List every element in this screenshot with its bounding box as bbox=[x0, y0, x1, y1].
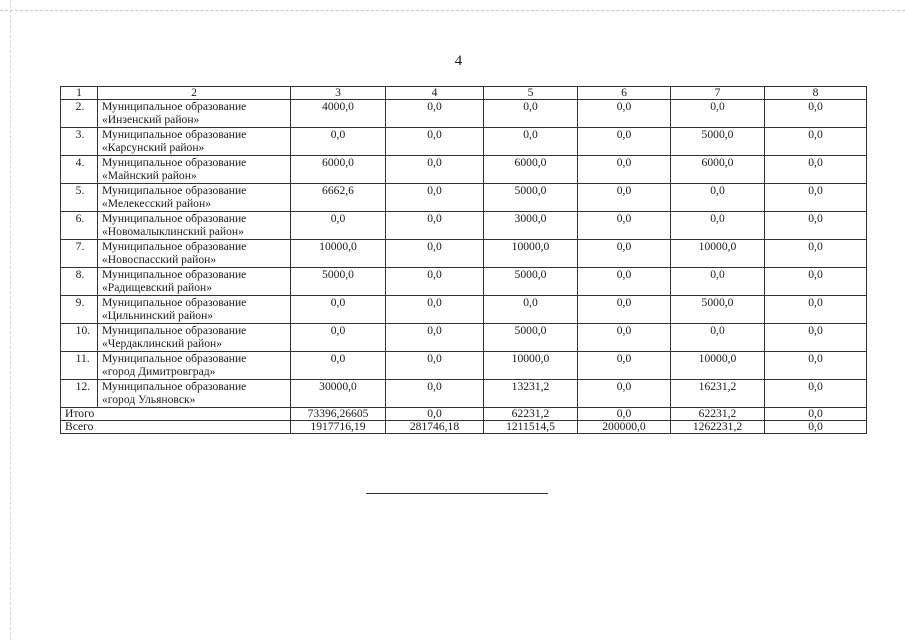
amount-c4: 0,0 bbox=[386, 184, 484, 212]
municipality-type: Муниципальное образование bbox=[102, 352, 247, 365]
amount-c3: 0,0 bbox=[291, 296, 386, 324]
municipality-name: «Радищевский район» bbox=[102, 281, 213, 294]
amount-c3: 0,0 bbox=[291, 324, 386, 352]
row-number: 7. bbox=[75, 240, 85, 253]
municipality-name: «Новомалыклинский район» bbox=[102, 225, 244, 238]
amount-c8: 0,0 bbox=[765, 296, 867, 324]
amount-c8: 0,0 bbox=[765, 380, 867, 408]
total-amount-c3: 1917716,19 bbox=[291, 421, 386, 434]
amount-c3: 6662,6 bbox=[291, 184, 386, 212]
total-amount-c3: 73396,26605 bbox=[291, 408, 386, 421]
amount-c8: 0,0 bbox=[765, 100, 867, 128]
amount-c6: 0,0 bbox=[578, 128, 671, 156]
table-row bbox=[61, 268, 867, 296]
municipality-type: Муниципальное образование bbox=[102, 212, 247, 225]
column-header-8: 8 bbox=[765, 87, 867, 100]
amount-c6: 0,0 bbox=[578, 156, 671, 184]
amount-c5: 6000,0 bbox=[484, 156, 578, 184]
amount-c6: 0,0 bbox=[578, 240, 671, 268]
row-number: 6. bbox=[75, 212, 85, 225]
row-number: 3. bbox=[75, 128, 85, 141]
municipality-name-cell bbox=[98, 324, 291, 352]
municipality-name: «Новоспасский район» bbox=[102, 253, 217, 266]
amount-c6: 0,0 bbox=[578, 380, 671, 408]
municipality-type: Муниципальное образование bbox=[102, 240, 247, 253]
amount-c8: 0,0 bbox=[765, 184, 867, 212]
column-header-4: 4 bbox=[386, 87, 484, 100]
municipality-name: «город Ульяновск» bbox=[102, 393, 196, 406]
row-number-cell bbox=[61, 100, 98, 128]
amount-c4: 0,0 bbox=[386, 156, 484, 184]
table-row bbox=[61, 184, 867, 212]
table-row bbox=[61, 156, 867, 184]
municipality-name-cell bbox=[98, 380, 291, 408]
amount-c8: 0,0 bbox=[765, 352, 867, 380]
amount-c5: 5000,0 bbox=[484, 268, 578, 296]
row-number-cell bbox=[61, 184, 98, 212]
row-number-cell bbox=[61, 296, 98, 324]
amount-c6: 0,0 bbox=[578, 352, 671, 380]
total-amount-c4: 0,0 bbox=[386, 408, 484, 421]
amount-c7: 5000,0 bbox=[671, 128, 765, 156]
amount-c5: 10000,0 bbox=[484, 240, 578, 268]
amount-c3: 4000,0 bbox=[291, 100, 386, 128]
municipality-type: Муниципальное образование bbox=[102, 128, 247, 141]
table-row bbox=[61, 324, 867, 352]
amount-c7: 5000,0 bbox=[671, 296, 765, 324]
row-number: 11. bbox=[75, 352, 90, 365]
amount-c8: 0,0 bbox=[765, 268, 867, 296]
row-number: 8. bbox=[75, 268, 85, 281]
amount-c6: 0,0 bbox=[578, 184, 671, 212]
amount-c4: 0,0 bbox=[386, 128, 484, 156]
total-row bbox=[61, 408, 867, 421]
amount-c5: 0,0 bbox=[484, 296, 578, 324]
amount-c8: 0,0 bbox=[765, 240, 867, 268]
total-amount-c8: 0,0 bbox=[765, 408, 867, 421]
municipality-type: Муниципальное образование bbox=[102, 268, 247, 281]
municipality-name: «Цильнинский район» bbox=[102, 309, 214, 322]
row-number-cell bbox=[61, 324, 98, 352]
row-number: 9. bbox=[75, 296, 85, 309]
amount-c7: 6000,0 bbox=[671, 156, 765, 184]
row-number: 12. bbox=[75, 380, 91, 393]
amount-c6: 0,0 bbox=[578, 324, 671, 352]
amount-c6: 0,0 bbox=[578, 212, 671, 240]
row-number: 4. bbox=[75, 156, 85, 169]
amount-c7: 10000,0 bbox=[671, 352, 765, 380]
scan-edge-top bbox=[0, 10, 905, 11]
amount-c3: 0,0 bbox=[291, 352, 386, 380]
amount-c4: 0,0 bbox=[386, 380, 484, 408]
amount-c6: 0,0 bbox=[578, 268, 671, 296]
amount-c5: 0,0 bbox=[484, 100, 578, 128]
amount-c3: 10000,0 bbox=[291, 240, 386, 268]
column-header-1: 1 bbox=[61, 87, 98, 100]
total-amount-c6: 0,0 bbox=[578, 408, 671, 421]
municipality-name-cell bbox=[98, 240, 291, 268]
row-number-cell bbox=[61, 240, 98, 268]
amount-c8: 0,0 bbox=[765, 156, 867, 184]
amount-c7: 16231,2 bbox=[671, 380, 765, 408]
amount-c4: 0,0 bbox=[386, 352, 484, 380]
municipality-name: «Чердаклинский район» bbox=[102, 337, 223, 350]
amount-c6: 0,0 bbox=[578, 100, 671, 128]
total-amount-c4: 281746,18 bbox=[386, 421, 484, 434]
total-amount-c6: 200000,0 bbox=[578, 421, 671, 434]
amount-c5: 13231,2 bbox=[484, 380, 578, 408]
amount-c7: 0,0 bbox=[671, 268, 765, 296]
amount-c4: 0,0 bbox=[386, 212, 484, 240]
amount-c5: 3000,0 bbox=[484, 212, 578, 240]
amount-c7: 10000,0 bbox=[671, 240, 765, 268]
municipality-name: «Карсунский район» bbox=[102, 141, 205, 154]
column-header-5: 5 bbox=[484, 87, 578, 100]
municipality-name-cell bbox=[98, 156, 291, 184]
row-number-cell bbox=[61, 380, 98, 408]
column-header-3: 3 bbox=[291, 87, 386, 100]
amount-c8: 0,0 bbox=[765, 128, 867, 156]
amount-c7: 0,0 bbox=[671, 324, 765, 352]
table-row bbox=[61, 128, 867, 156]
row-number-cell bbox=[61, 212, 98, 240]
total-amount-c5: 62231,2 bbox=[484, 408, 578, 421]
municipality-name-cell bbox=[98, 128, 291, 156]
total-label: Всего bbox=[61, 421, 291, 434]
amount-c7: 0,0 bbox=[671, 212, 765, 240]
row-number-cell bbox=[61, 268, 98, 296]
table-row bbox=[61, 100, 867, 128]
municipality-type: Муниципальное образование bbox=[102, 100, 247, 113]
amount-c3: 0,0 bbox=[291, 128, 386, 156]
total-amount-c7: 62231,2 bbox=[671, 408, 765, 421]
row-number-cell bbox=[61, 128, 98, 156]
column-header-row bbox=[61, 87, 867, 100]
municipality-name-cell bbox=[98, 296, 291, 324]
municipality-type: Муниципальное образование bbox=[102, 324, 247, 337]
amount-c3: 0,0 bbox=[291, 212, 386, 240]
municipality-type: Муниципальное образование bbox=[102, 156, 247, 169]
amount-c8: 0,0 bbox=[765, 212, 867, 240]
table-body bbox=[61, 87, 867, 434]
scan-edge-left bbox=[10, 0, 11, 640]
municipality-type: Муниципальное образование bbox=[102, 296, 247, 309]
amount-c5: 5000,0 bbox=[484, 184, 578, 212]
funding-table bbox=[60, 86, 867, 434]
column-header-6: 6 bbox=[578, 87, 671, 100]
total-row bbox=[61, 421, 867, 434]
amount-c7: 0,0 bbox=[671, 184, 765, 212]
total-amount-c5: 1211514,5 bbox=[484, 421, 578, 434]
amount-c4: 0,0 bbox=[386, 268, 484, 296]
column-header-7: 7 bbox=[671, 87, 765, 100]
municipality-name: «Мелекесский район» bbox=[102, 197, 211, 210]
municipality-name-cell bbox=[98, 100, 291, 128]
amount-c6: 0,0 bbox=[578, 296, 671, 324]
page-number: 4 bbox=[454, 53, 463, 69]
table-row bbox=[61, 352, 867, 380]
amount-c3: 30000,0 bbox=[291, 380, 386, 408]
municipality-type: Муниципальное образование bbox=[102, 380, 247, 393]
municipality-type: Муниципальное образование bbox=[102, 184, 247, 197]
column-header-2: 2 bbox=[98, 87, 291, 100]
row-number: 10. bbox=[75, 324, 91, 337]
row-number-cell bbox=[61, 156, 98, 184]
amount-c5: 0,0 bbox=[484, 128, 578, 156]
amount-c4: 0,0 bbox=[386, 100, 484, 128]
amount-c7: 0,0 bbox=[671, 100, 765, 128]
municipality-name: «Инзенский район» bbox=[102, 113, 200, 126]
table-row bbox=[61, 296, 867, 324]
total-amount-c8: 0,0 bbox=[765, 421, 867, 434]
amount-c3: 5000,0 bbox=[291, 268, 386, 296]
end-of-document-line bbox=[366, 493, 548, 494]
total-label: Итого bbox=[61, 408, 291, 421]
total-amount-c7: 1262231,2 bbox=[671, 421, 765, 434]
amount-c3: 6000,0 bbox=[291, 156, 386, 184]
municipality-name: «город Димитровград» bbox=[102, 365, 216, 378]
row-number-cell bbox=[61, 352, 98, 380]
amount-c4: 0,0 bbox=[386, 296, 484, 324]
municipality-name-cell bbox=[98, 184, 291, 212]
amount-c4: 0,0 bbox=[386, 240, 484, 268]
row-number: 5. bbox=[75, 184, 85, 197]
table-row bbox=[61, 240, 867, 268]
amount-c5: 10000,0 bbox=[484, 352, 578, 380]
table-row bbox=[61, 380, 867, 408]
municipality-name-cell bbox=[98, 352, 291, 380]
municipality-name: «Майнский район» bbox=[102, 169, 197, 182]
table-row bbox=[61, 212, 867, 240]
amount-c8: 0,0 bbox=[765, 324, 867, 352]
row-number: 2. bbox=[75, 100, 85, 113]
municipality-name-cell bbox=[98, 268, 291, 296]
amount-c5: 5000,0 bbox=[484, 324, 578, 352]
amount-c4: 0,0 bbox=[386, 324, 484, 352]
municipality-name-cell bbox=[98, 212, 291, 240]
